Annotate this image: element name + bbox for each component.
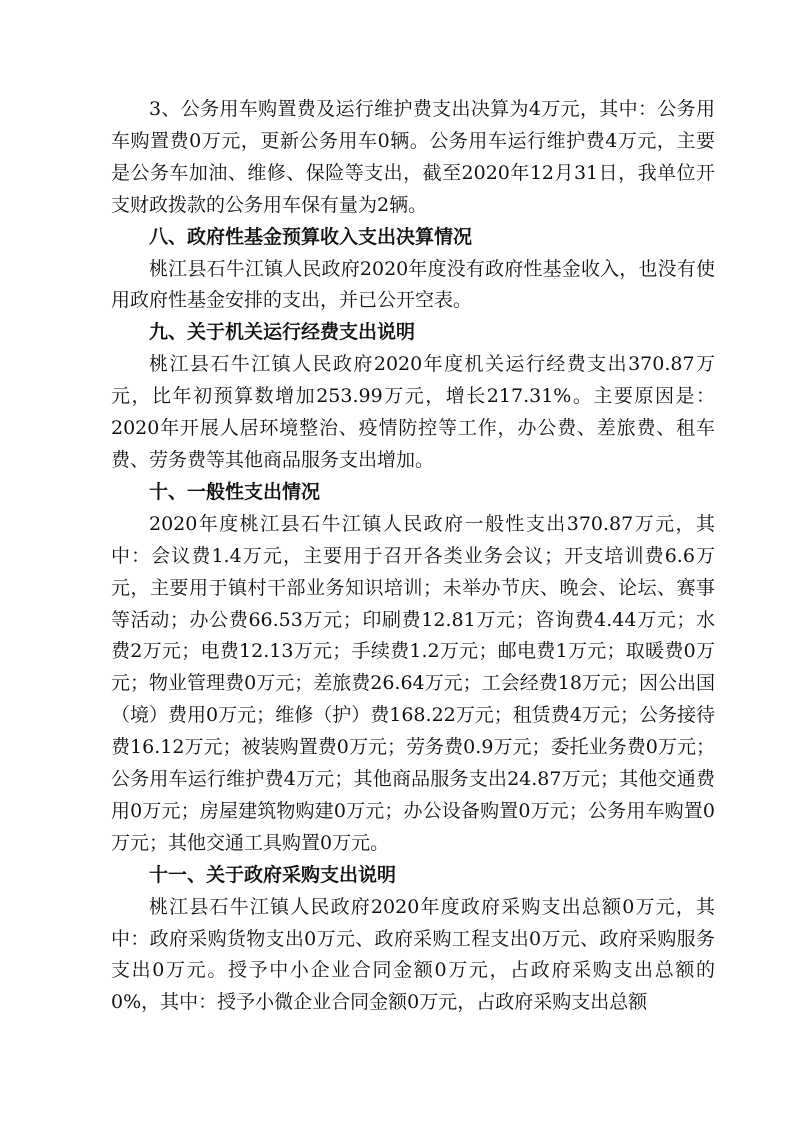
paragraph-procurement: 桃江县石牛江镇人民政府2020年度政府采购支出总额0万元，其中：政府采购货物支出0万元、政府采购工程支出0万元、政府采购服务支出0万元。授予中小企业合同金额0万元，占政府采购支出总额的0%，其中：授予小微企业合同金额0万元，占政府采购支出总额: [111, 895, 715, 1014]
document-page: [111, 94, 715, 1019]
heading-section-9: 九、关于机关运行经费支出说明: [149, 321, 416, 344]
paragraph-vehicle-expenses: 3、公务用车购置费及运行维护费支出决算为4万元，其中：公务用车购置费0万元，更新公务用车0辆。公务用车运行维护费4万元，主要是公务车加油、维修、保险等支出，截至2020年12月31日，我单位开支财政拨款的公务用车保有量为2辆。: [111, 98, 715, 216]
paragraph-general-expenses: 2020年度桃江县石牛江镇人民政府一般性支出370.87万元，其中：会议费1.4万元，主要用于召开各类业务会议；开支培训费6.6万元，主要用于镇村干部业务知识培训；未举办节庆、晚会、论坛、赛事等活动；办公费66.53万元；印刷费12.81万元；咨询费4.44万元；水费2万元；电费12.13万元；手续费1.2万元；邮电费1万元；取暖费0万元；物业管理费0万元；差旅费26.64万元；工会经费18万元；因公出国（境）费用0万元；维修（护）费168.22万元；租赁费4万元；公务接待费16.12万元；被装购置费0万元；劳务费0.9万元；委托业务费0万元；公务用车运行维护费4万元；其他商品服务支出24.87万元；其他交通费用0万元；房屋建筑物购建0万元；办公设备购置0万元；公务用车购置0万元；其他交通工具购置0万元。: [111, 512, 715, 854]
heading-section-8: 八、政府性基金预算收入支出决算情况: [149, 225, 473, 248]
heading-section-10: 十、一般性支出情况: [149, 480, 321, 503]
heading-section-11: 十一、关于政府采购支出说明: [149, 863, 397, 886]
paragraph-operating-expenses: 桃江县石牛江镇人民政府2020年度机关运行经费支出370.87万元，比年初预算数增加253.99万元，增长217.31%。主要原因是：2020年开展人居环境整治、疫情防控等工作，办公费、差旅费、租车费、劳务费等其他商品服务支出增加。: [111, 353, 715, 471]
paragraph-fund-budget: 桃江县石牛江镇人民政府2020年度没有政府性基金收入，也没有使用政府性基金安排的支出，并已公开空表。: [111, 257, 715, 312]
